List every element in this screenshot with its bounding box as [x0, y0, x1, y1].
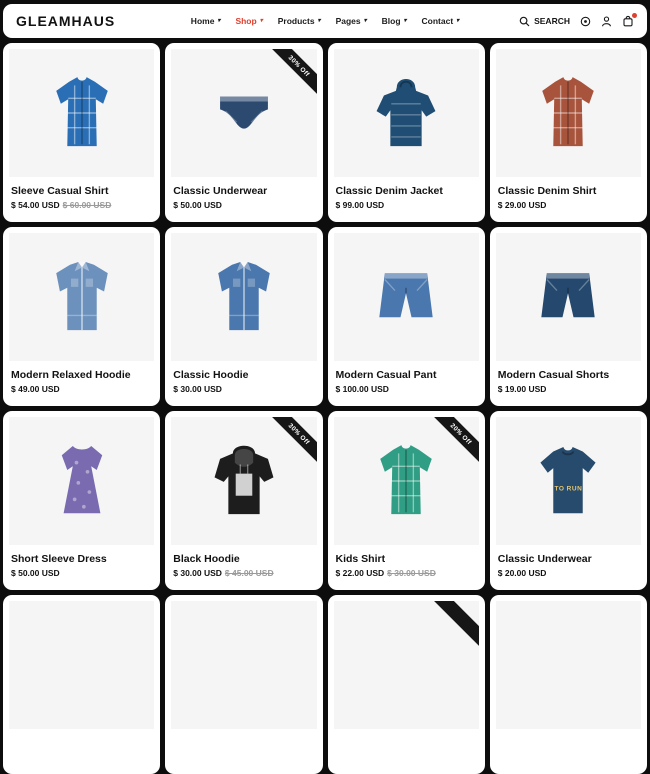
chevron-down-icon: ▾: [259, 18, 263, 24]
product-image[interactable]: [334, 233, 479, 361]
product-card[interactable]: [3, 411, 160, 590]
product-title[interactable]: Modern Casual Pant: [335, 369, 437, 381]
product-card[interactable]: [328, 227, 485, 406]
location-icon: [580, 16, 591, 27]
product-card[interactable]: [328, 595, 485, 774]
cart-button[interactable]: [622, 15, 634, 27]
product-image[interactable]: [334, 49, 479, 177]
product-price: [11, 568, 152, 578]
discount-ribbon: [423, 601, 479, 657]
old-price: $ 30.00 USD: [387, 568, 436, 578]
current-price: $ 30.00 USD: [173, 568, 222, 578]
product-photo-jacket-icon: [360, 67, 452, 159]
current-price: $ 54.00 USD: [11, 200, 60, 210]
product-card[interactable]: [490, 595, 647, 774]
product-photo-shirt-icon: [522, 67, 614, 159]
product-card[interactable]: [3, 227, 160, 406]
store-locator-button[interactable]: [580, 16, 591, 27]
product-title[interactable]: Classic Denim Shirt: [497, 185, 597, 197]
chevron-down-icon: ▾: [456, 18, 460, 24]
discount-ribbon: 20% Off: [423, 417, 479, 473]
account-button[interactable]: [601, 16, 612, 27]
product-grid: [3, 43, 647, 774]
current-price: $ 100.00 USD: [335, 384, 389, 394]
chevron-down-icon: ▾: [217, 18, 221, 24]
product-photo-shorts-icon: [522, 251, 614, 343]
product-title[interactable]: Classic Underwear: [497, 553, 592, 565]
product-photo-pant-icon: [360, 251, 452, 343]
current-price: $ 30.00 USD: [173, 384, 222, 394]
chevron-down-icon: ▾: [317, 18, 321, 24]
current-price: $ 99.00 USD: [335, 200, 385, 210]
product-card[interactable]: [490, 227, 647, 406]
main-nav: [191, 4, 459, 38]
product-photo-hoodie-icon: [198, 251, 290, 343]
nav-item-pages[interactable]: Pages ▾: [335, 16, 367, 26]
current-price: $ 50.00 USD: [11, 568, 60, 578]
product-image[interactable]: [171, 601, 316, 729]
cart-notification-dot: [632, 13, 637, 18]
product-title[interactable]: Modern Casual Shorts: [497, 369, 610, 381]
product-title[interactable]: Kids Shirt: [335, 553, 386, 565]
product-card[interactable]: [490, 411, 647, 590]
product-photo-hoodie-icon: [36, 251, 128, 343]
old-price: $ 45.00 USD: [224, 568, 274, 578]
product-card[interactable]: [3, 595, 160, 774]
product-title[interactable]: Classic Underwear: [173, 185, 268, 197]
old-price: $ 60.00 USD: [62, 200, 112, 210]
current-price: $ 50.00 USD: [173, 200, 222, 210]
product-photo-tshirt-icon: [522, 435, 614, 527]
product-price: [498, 568, 639, 578]
product-price: [498, 200, 639, 210]
product-title[interactable]: Classic Hoodie: [173, 369, 249, 381]
product-price: [173, 384, 314, 394]
product-price: [11, 200, 152, 210]
product-image[interactable]: [496, 49, 641, 177]
header-actions: [519, 15, 634, 27]
nav-item-products[interactable]: Products ▾: [277, 16, 321, 26]
product-photo-shirt-icon: [36, 67, 128, 159]
product-price: [173, 200, 314, 210]
header: [3, 4, 647, 38]
product-image[interactable]: [496, 233, 641, 361]
product-price: [173, 568, 314, 578]
product-image[interactable]: [9, 233, 154, 361]
product-price: [336, 200, 477, 210]
product-card[interactable]: [328, 411, 485, 590]
product-image[interactable]: [496, 601, 641, 729]
product-price: [11, 384, 152, 394]
product-price: [336, 568, 477, 578]
product-card[interactable]: [490, 43, 647, 222]
product-card[interactable]: [328, 43, 485, 222]
product-title[interactable]: Modern Relaxed Hoodie: [11, 369, 131, 381]
tshirt-print-text: TO RUN: [554, 485, 583, 493]
product-photo-shirt-icon: [360, 435, 452, 527]
product-title[interactable]: Black Hoodie: [173, 553, 240, 565]
chevron-down-icon: ▾: [403, 18, 407, 24]
nav-item-home[interactable]: Home ▾: [190, 16, 221, 26]
product-image[interactable]: [496, 417, 641, 545]
chevron-down-icon: ▾: [363, 18, 367, 24]
current-price: $ 20.00 USD: [497, 568, 547, 578]
product-image[interactable]: [334, 601, 479, 729]
product-image[interactable]: [171, 233, 316, 361]
product-photo-hoodie-icon: [198, 435, 290, 527]
product-image[interactable]: [334, 417, 479, 545]
nav-item-blog[interactable]: Blog ▾: [381, 16, 407, 26]
account-icon: [601, 16, 612, 27]
product-card[interactable]: [165, 411, 322, 590]
search-icon: [519, 16, 530, 27]
product-card[interactable]: [165, 43, 322, 222]
product-image[interactable]: [171, 417, 316, 545]
product-price: [336, 384, 477, 394]
search-button[interactable]: SEARCH: [519, 16, 570, 27]
product-title[interactable]: Classic Denim Jacket: [335, 185, 443, 197]
product-photo-dress-icon: [36, 435, 128, 527]
product-image[interactable]: [9, 49, 154, 177]
product-image[interactable]: [9, 417, 154, 545]
product-image[interactable]: [9, 601, 154, 729]
current-price: $ 49.00 USD: [11, 384, 60, 394]
product-image[interactable]: [171, 49, 316, 177]
nav-item-shop[interactable]: Shop ▾: [235, 16, 263, 26]
nav-item-contact[interactable]: Contact ▾: [421, 16, 460, 26]
product-card[interactable]: [165, 595, 322, 774]
product-title[interactable]: Sleeve Casual Shirt: [11, 185, 109, 197]
product-card[interactable]: [165, 227, 322, 406]
discount-ribbon: 30% Off: [261, 417, 317, 473]
product-card[interactable]: [3, 43, 160, 222]
current-price: $ 29.00 USD: [497, 200, 547, 210]
logo[interactable]: GLEAMHAUS: [16, 13, 116, 29]
product-price: [498, 384, 639, 394]
product-title[interactable]: Short Sleeve Dress: [11, 553, 107, 565]
current-price: $ 22.00 USD: [335, 568, 385, 578]
current-price: $ 19.00 USD: [497, 384, 547, 394]
product-photo-underwear-icon: [198, 67, 290, 159]
discount-ribbon: 30% Off: [261, 49, 317, 105]
